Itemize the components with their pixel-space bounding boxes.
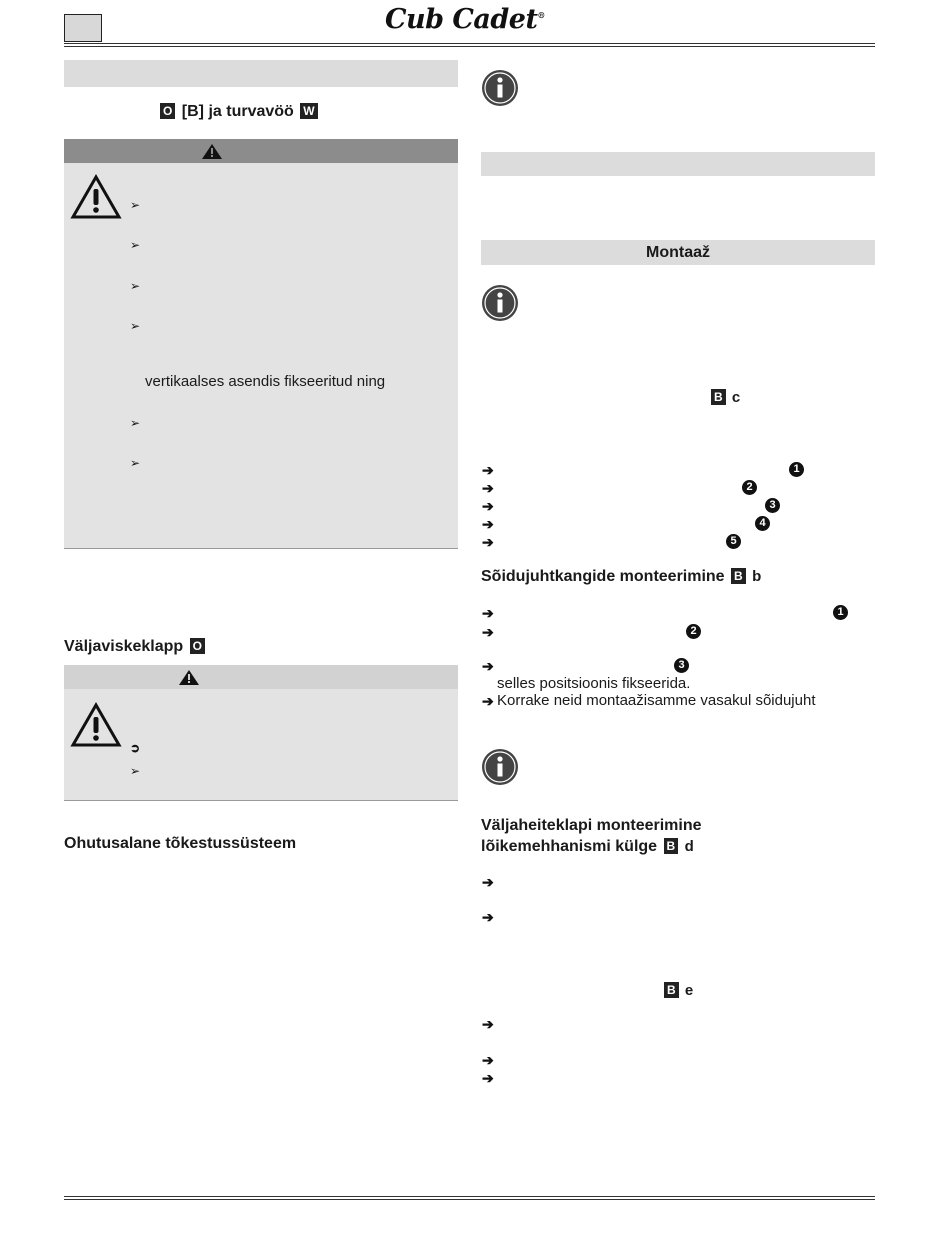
bullet-arrow: ➔ (482, 605, 494, 621)
panel-divider (64, 800, 458, 801)
warning-panel-chute (64, 689, 458, 800)
bullet-chevron: ➢ (130, 456, 141, 470)
levers-heading: Sõidujuhtkangide monteerimine B b (481, 568, 762, 585)
section-band (481, 152, 875, 176)
bullet-arrow: ➔ (482, 498, 494, 514)
bullet-chevron: ➢ (130, 279, 141, 293)
info-icon (481, 748, 519, 786)
lever-step-3: 3 (674, 658, 689, 673)
montage-heading: Montaaž (646, 244, 710, 261)
warning-bar-seat (64, 139, 458, 163)
bullet-chevron: ➢ (130, 416, 141, 430)
footer-rule-top (64, 1196, 875, 1197)
step-number-4: 4 (755, 516, 770, 531)
step-number-1: 1 (789, 462, 804, 477)
header-rule-bottom (64, 46, 875, 47)
bullet-chevron: ➢ (130, 764, 141, 778)
figure-ref-b-e: B e (662, 982, 693, 999)
montage-band (481, 240, 875, 265)
info-icon (481, 284, 519, 322)
info-icon (481, 69, 519, 107)
header-rule-top (64, 43, 875, 44)
footer-rule-bottom (64, 1199, 875, 1200)
bullet-arrow: ➔ (482, 909, 494, 925)
bullet-arrow: ➔ (482, 1070, 494, 1086)
bullet-arrow: ➔ (482, 693, 494, 709)
lever-step-2: 2 (686, 624, 701, 639)
seat-heading: O [B] ja turvavöö W (158, 103, 320, 121)
bullet-arrow: ➔ (482, 1052, 494, 1068)
warning-triangle-small-icon (201, 143, 223, 160)
safety-heading: Ohutusalane tõkestussüsteem (64, 835, 297, 852)
lever-step-1: 1 (833, 605, 848, 620)
warning-triangle-icon (70, 702, 122, 748)
warning-triangle-small-icon (178, 669, 200, 686)
figure-ref-b-c: B c (709, 389, 740, 406)
chute-mount-heading-2: lõikemehhanismi külge B d (481, 838, 694, 855)
bullet-arrow: ➔ (482, 624, 494, 640)
chute-mount-heading-1: Väljaheiteklapi monteerimine (481, 817, 702, 834)
bullet-arrow: ➔ (482, 534, 494, 550)
bullet-arrow: ➔ (482, 462, 494, 478)
bullet-chevron: ➢ (130, 319, 141, 333)
bullet-arrow: ➔ (482, 516, 494, 532)
bullet-return-icon: ➲ (130, 741, 141, 755)
bullet-arrow: ➔ (482, 874, 494, 890)
chute-heading: Väljaviskeklapp O (64, 638, 207, 656)
step-number-5: 5 (726, 534, 741, 549)
section-band-seat (64, 60, 458, 87)
cub-cadet-logo: Cub Cadet® (385, 4, 545, 35)
warning-bar-chute (64, 665, 458, 689)
warning-panel-seat (64, 163, 458, 548)
bullet-chevron: ➢ (130, 238, 141, 252)
step-number-2: 2 (742, 480, 757, 495)
bullet-arrow: ➔ (482, 658, 494, 674)
bullet-arrow: ➔ (482, 1016, 494, 1032)
warning-triangle-icon (70, 174, 122, 220)
panel-divider (64, 548, 458, 549)
bullet-chevron: ➢ (130, 198, 141, 212)
levers-text-2: Korrake neid montaažisamme vasakul sõidujuht (497, 692, 816, 709)
step-number-3: 3 (765, 498, 780, 513)
page-number-box (64, 14, 102, 42)
levers-text-1: selles positsioonis fikseerida. (497, 675, 691, 692)
seat-warning-text: vertikaalses asendis fikseeritud ning (145, 373, 386, 390)
bullet-arrow: ➔ (482, 480, 494, 496)
